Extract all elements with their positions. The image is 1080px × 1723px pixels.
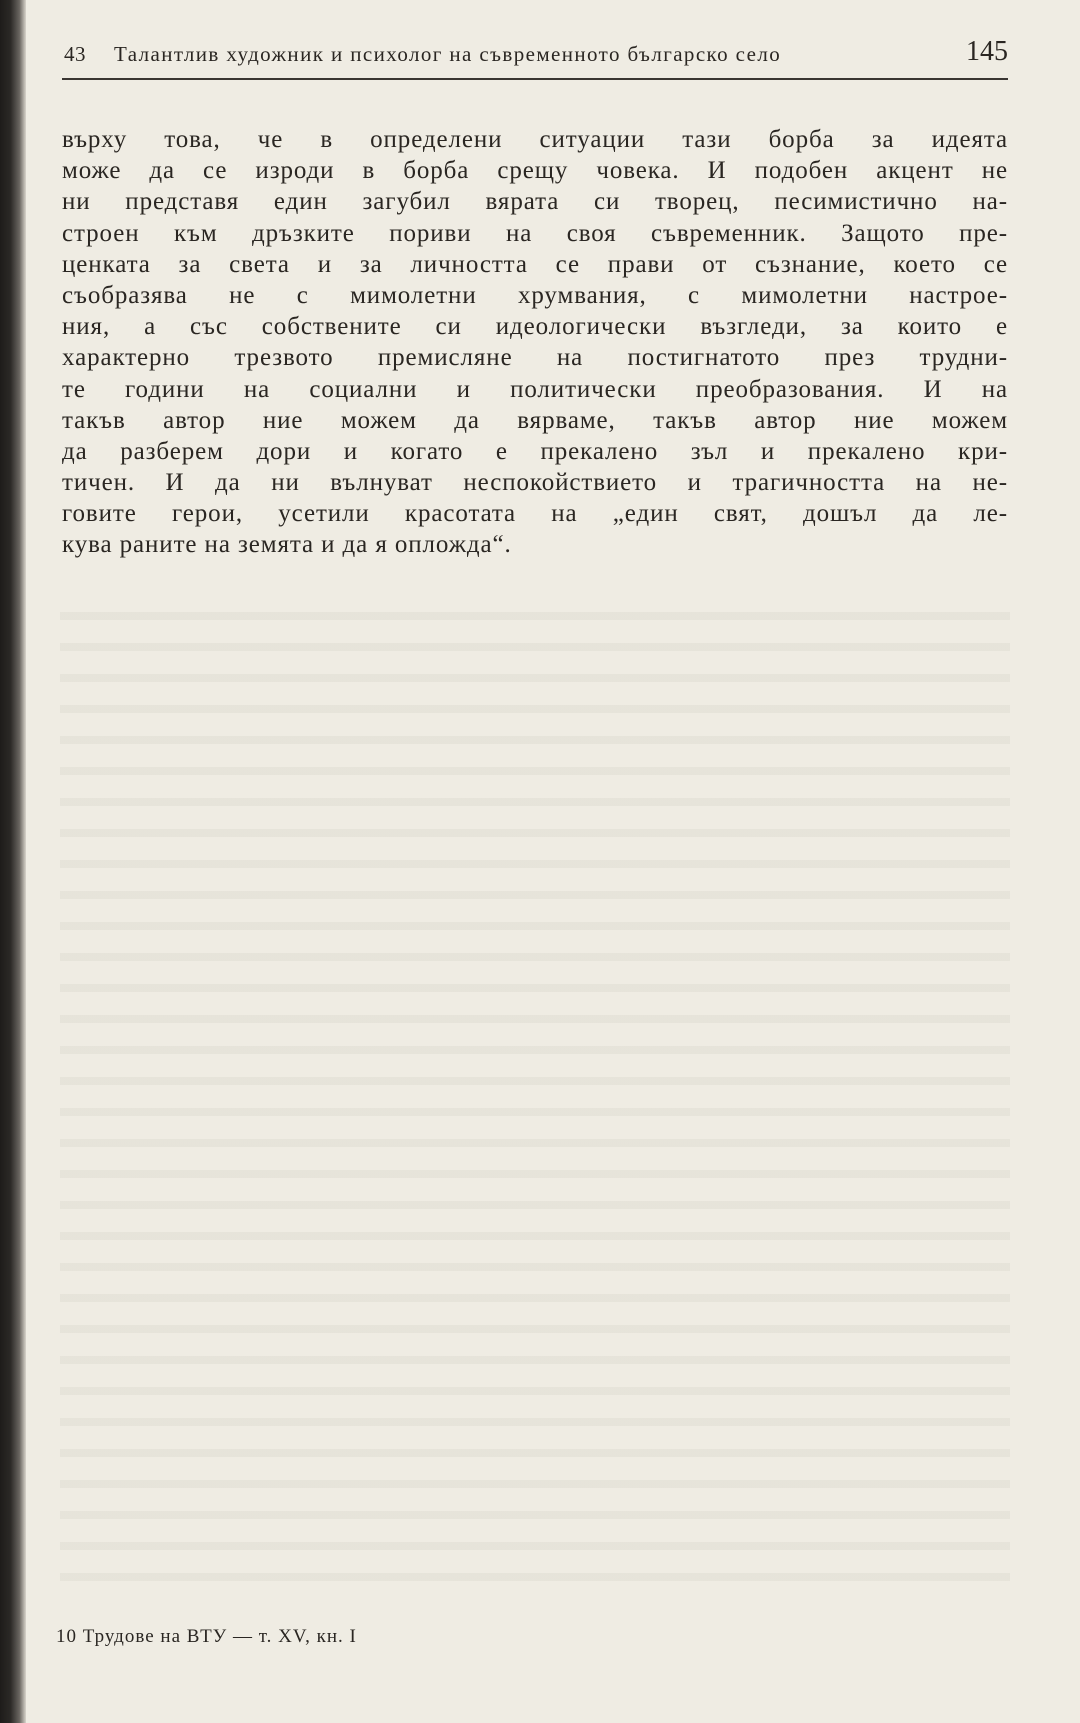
text-line: съобразява не с мимолетни хрумвания, с мимолетни настрое- (62, 281, 1008, 309)
running-title: Талантлив художник и психолог на съвременното българско село (114, 42, 782, 66)
text-line: да разберем дори и когато е прекалено зъл и прекалено кри- (62, 437, 1008, 465)
show-through-texture (60, 590, 1010, 1590)
page-number: 145 (966, 36, 1008, 67)
book-spine-shadow (0, 0, 26, 1723)
text-line: ния, а със собствените си идеологически възгледи, за които е (62, 313, 1008, 341)
text-line: ценката за света и за личността се прави от съзнание, което се (62, 250, 1008, 278)
chapter-number: 43 (64, 42, 86, 66)
text-line: такъв автор ние можем да вярваме, такъв автор ние можем (62, 406, 1008, 434)
text-line: ни представя един загубил вярата си творец, песимистично на- (62, 188, 1008, 216)
signature-mark: 10 Трудове на ВТУ — т. XV, кн. I (56, 1626, 357, 1647)
text-line: те години на социални и политически преобразования. И на (62, 375, 1008, 403)
text-line: може да се изроди в борба срещу човека. И подобен акцент не (62, 157, 1008, 185)
text-line: характерно трезвото премисляне на постигнатото през трудни- (62, 344, 1008, 372)
text-line: кува раните на земята и да я опложда“. (62, 531, 512, 559)
running-header (62, 34, 1008, 80)
body-paragraph (62, 124, 1008, 561)
text-line: говите герои, усетили красотата на „един свят, дошъл да ле- (62, 500, 1008, 528)
text-line: върху това, че в определени ситуации тази борба за идеята (62, 126, 1008, 153)
text-line: строен към дръзките пориви на своя съвременник. Защото пре- (62, 219, 1008, 247)
text-line: тичен. И да ни вълнуват неспокойствието и трагичността на не- (62, 469, 1008, 497)
